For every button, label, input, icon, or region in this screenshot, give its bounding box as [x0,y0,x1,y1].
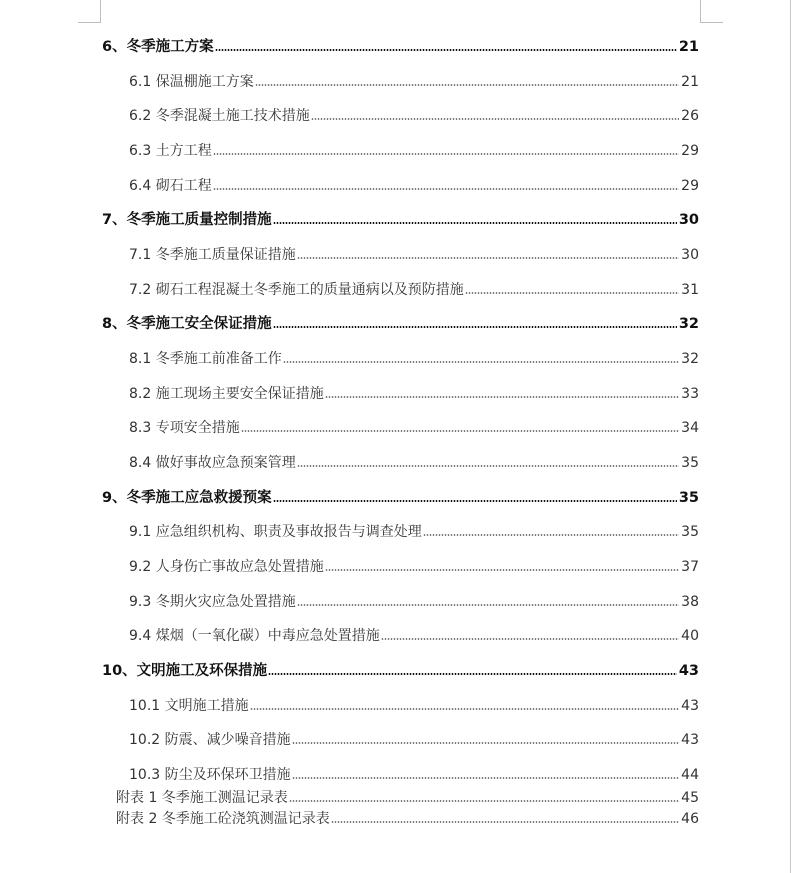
toc-page-number: 30 [678,212,699,228]
toc-page-number: 29 [681,143,699,159]
toc-chapter-entry[interactable] [102,487,699,507]
toc-page-number: 32 [678,316,699,332]
dot-leader [297,465,679,467]
toc-entry-label: 附表 2 冬季施工砼浇筑测温记录表 [116,811,330,827]
dot-leader [465,292,679,294]
dot-leader [297,257,679,259]
toc-entry-label: 9.3 冬期火灾应急处置措施 [129,594,296,610]
dot-leader [250,708,680,710]
toc-entry-label: 6、冬季施工方案 [102,39,214,55]
toc-entry-label: 9.2 人身伤亡事故应急处置措施 [129,559,324,575]
toc-page-number: 26 [681,108,699,124]
toc-entry-label: 8.2 施工现场主要安全保证措施 [129,386,324,402]
toc-section-entry[interactable] [129,71,699,91]
toc-entry-label: 10.2 防震、减少噪音措施 [129,732,291,748]
toc-entry-label: 7.1 冬季施工质量保证措施 [129,247,296,263]
toc-section-entry[interactable] [129,625,699,645]
toc-entry-label: 附表 1 冬季施工测温记录表 [116,790,288,806]
toc-page-number: 34 [681,420,699,436]
dot-leader [273,326,677,328]
toc-page-number: 45 [681,790,699,806]
dot-leader [283,361,679,363]
toc-entry-label: 6.1 保温棚施工方案 [129,74,254,90]
toc-entry-label: 8.3 专项安全措施 [129,420,240,436]
toc-section-entry[interactable] [129,729,699,749]
toc-chapter-entry[interactable] [102,209,699,229]
dot-leader [213,153,679,155]
dot-leader [241,430,679,432]
toc-chapter-entry[interactable] [102,660,699,680]
toc-section-entry[interactable] [129,452,699,472]
toc-section-entry[interactable] [129,764,699,784]
toc-entry-label: 6.2 冬季混凝土施工技术措施 [129,108,310,124]
toc-page-number: 21 [681,74,699,90]
dot-leader [273,222,677,224]
toc-page-number: 21 [678,39,699,55]
dot-leader [381,638,679,640]
dot-leader [297,604,679,606]
dot-leader [325,396,679,398]
toc-section-entry[interactable] [129,175,699,195]
toc-page-number: 46 [681,811,699,827]
toc-section-entry[interactable] [129,591,699,611]
toc-entry-label: 8.4 做好事故应急预案管理 [129,455,296,471]
toc-section-entry[interactable] [129,695,699,715]
toc-page-number: 31 [681,282,699,298]
toc-page-number: 43 [681,732,699,748]
toc-page-number: 38 [681,594,699,610]
toc-chapter-entry[interactable] [102,313,699,333]
toc-entry-label: 7.2 砌石工程混凝土冬季施工的质量通病以及预防措施 [129,282,464,298]
toc-page-number: 44 [681,767,699,783]
toc-entry-label: 9.4 煤烟（一氧化碳）中毒应急处置措施 [129,628,380,644]
dot-leader [311,118,679,120]
dot-leader [292,777,680,779]
toc-page-number: 35 [678,490,699,506]
dot-leader [331,821,679,823]
toc-page-number: 35 [681,524,699,540]
page-edge-line [790,0,791,873]
dot-leader [215,49,677,51]
toc-chapter-entry[interactable] [102,36,699,56]
toc-entry-label: 8、冬季施工安全保证措施 [102,316,272,332]
toc-appendix-entry[interactable] [116,808,699,828]
toc-page-number: 35 [681,455,699,471]
toc-entry-label: 7、冬季施工质量控制措施 [102,212,272,228]
margin-corner-mark-top-right [700,0,723,23]
toc-section-entry[interactable] [129,244,699,264]
toc-page-number: 29 [681,178,699,194]
toc-entry-label: 9.1 应急组织机构、职责及事故报告与调查处理 [129,524,422,540]
toc-page-number: 37 [681,559,699,575]
toc-section-entry[interactable] [129,105,699,125]
toc-section-entry[interactable] [129,279,699,299]
toc-entry-label: 10、文明施工及环保措施 [102,663,268,679]
dot-leader [273,500,677,502]
toc-section-entry[interactable] [129,348,699,368]
toc-entry-label: 10.1 文明施工措施 [129,698,249,714]
toc-page-number: 33 [681,386,699,402]
toc-entry-label: 6.3 土方工程 [129,143,212,159]
toc-page-number: 43 [681,698,699,714]
toc-section-entry[interactable] [129,140,699,160]
toc-section-entry[interactable] [129,417,699,437]
dot-leader [213,188,679,190]
dot-leader [325,569,679,571]
toc-page-number: 30 [681,247,699,263]
margin-corner-mark-top-left [78,0,101,23]
toc-entry-label: 8.1 冬季施工前准备工作 [129,351,282,367]
toc-entry-label: 6.4 砌石工程 [129,178,212,194]
dot-leader [292,742,680,744]
dot-leader [268,673,677,675]
toc-entry-label: 10.3 防尘及环保环卫措施 [129,767,291,783]
toc-page-number: 43 [678,663,699,679]
dot-leader [255,84,679,86]
toc-section-entry[interactable] [129,556,699,576]
toc-appendix-entry[interactable] [116,787,699,807]
dot-leader [289,800,679,802]
toc-section-entry[interactable] [129,383,699,403]
dot-leader [423,534,679,536]
toc-page-number: 40 [681,628,699,644]
toc-page-number: 32 [681,351,699,367]
toc-section-entry[interactable] [129,521,699,541]
toc-entry-label: 9、冬季施工应急救援预案 [102,490,272,506]
